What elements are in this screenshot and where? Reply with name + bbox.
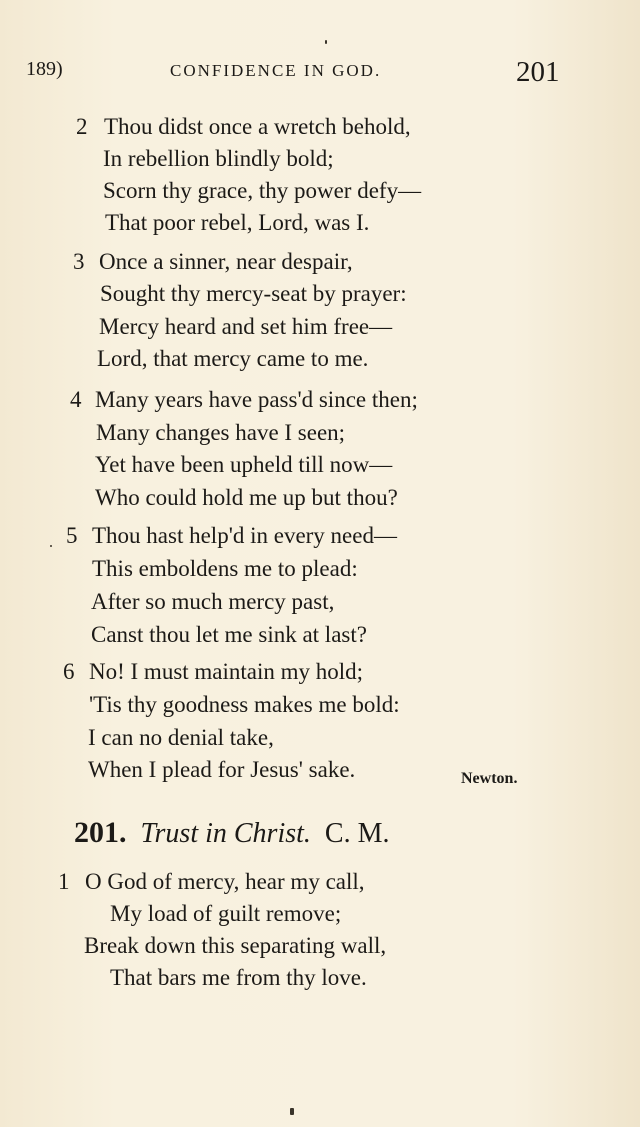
verse-line: Thou didst once a wretch behold,: [104, 114, 411, 139]
hymn-author: Newton.: [461, 770, 518, 787]
stanza-number: 2: [76, 114, 88, 139]
verse-line: Who could hold me up but thou?: [95, 485, 398, 510]
print-speck: [290, 1108, 294, 1115]
stanza-number: 5: [66, 523, 78, 548]
verse-line: Lord, that mercy came to me.: [97, 346, 369, 371]
verse-line: Many changes have I seen;: [96, 420, 346, 445]
verse-line: My load of guilt remove;: [110, 901, 342, 926]
verse-line: This emboldens me to plead:: [92, 556, 358, 581]
verse-line: Many years have pass'd since then;: [95, 387, 418, 412]
verse-line: In rebellion blindly bold;: [103, 146, 334, 171]
verse-line: Once a sinner, near despair,: [99, 249, 353, 274]
verse-line: Yet have been upheld till now—: [95, 452, 393, 477]
verse-line: Thou hast help'd in every need—: [92, 523, 397, 548]
verse-line: 'Tis thy goodness makes me bold:: [89, 692, 400, 717]
running-head: [0, 52, 640, 92]
stanza-number: 4: [70, 387, 82, 412]
running-title: CONFIDENCE IN GOD.: [170, 61, 382, 80]
hymn-title: Trust in Christ.: [140, 818, 311, 849]
verse-line: Canst thou let me sink at last?: [91, 622, 367, 647]
verse-line: I can no denial take,: [88, 725, 274, 750]
stanza-number: 1: [58, 869, 70, 894]
page-number: 201: [516, 56, 560, 88]
verse-line: Mercy heard and set him free—: [99, 314, 393, 339]
verse-line: That poor rebel, Lord, was I.: [105, 210, 370, 235]
verse-line: Scorn thy grace, thy power defy—: [103, 178, 422, 203]
stanza-number: 6: [63, 659, 75, 684]
stanza-number: 3: [73, 249, 85, 274]
hymn-number: 201.: [74, 816, 127, 849]
hymn-meter: C. M.: [324, 818, 390, 849]
verse-line: When I plead for Jesus' sake.: [88, 757, 356, 782]
hymn-heading: [74, 816, 389, 856]
verse-line: Break down this separating wall,: [84, 933, 387, 958]
verse-line: That bars me from thy love.: [110, 965, 367, 990]
verse-line: No! I must maintain my hold;: [89, 659, 364, 684]
print-speck: [50, 545, 52, 547]
verse-line: After so much mercy past,: [91, 589, 335, 614]
print-speck: [325, 40, 327, 44]
verse-line: Sought thy mercy-seat by prayer:: [100, 281, 407, 306]
verse-line: O God of mercy, hear my call,: [85, 869, 365, 894]
continued-hymn-ref: 189): [26, 58, 63, 80]
